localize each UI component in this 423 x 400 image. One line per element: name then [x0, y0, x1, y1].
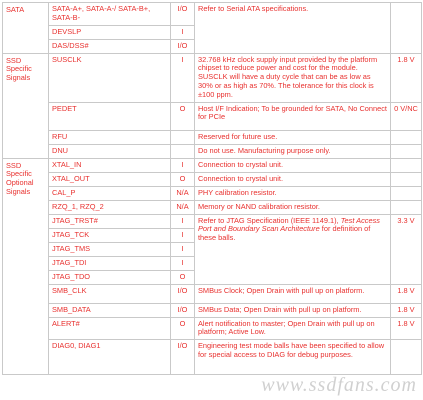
description: Engineering test mode balls have been specified to allow for special access to DIAG for debug purposes. — [195, 340, 391, 375]
signal-name: JTAG_TDI — [49, 256, 171, 270]
io-type: O — [171, 102, 195, 130]
table-row — [3, 130, 422, 144]
io-type: I — [171, 242, 195, 256]
signal-name: XTAL_IN — [49, 158, 171, 172]
signal-name: DAS/DSS# — [49, 39, 171, 53]
table-row — [3, 200, 422, 214]
description: PHY calibration resistor. — [195, 186, 391, 200]
voltage — [391, 144, 422, 158]
signal-name: JTAG_TMS — [49, 242, 171, 256]
voltage: 0 V/NC — [391, 102, 422, 130]
signal-name: PEDET — [49, 102, 171, 130]
table-row — [3, 317, 422, 340]
voltage: 1.8 V — [391, 284, 422, 303]
description: Do not use. Manufacturing purpose only. — [195, 144, 391, 158]
table-row — [3, 158, 422, 172]
io-type: N/A — [171, 186, 195, 200]
description: Memory or NAND calibration resistor. — [195, 200, 391, 214]
signal-name: RZQ_1, RZQ_2 — [49, 200, 171, 214]
voltage: 1.8 V — [391, 53, 422, 102]
description-text: for definition of these balls. — [198, 224, 371, 243]
table-row — [3, 284, 422, 303]
signal-name: JTAG_TCK — [49, 228, 171, 242]
io-type: I/O — [171, 3, 195, 26]
voltage — [391, 3, 422, 54]
signal-name: JTAG_TDO — [49, 270, 171, 284]
io-type — [171, 144, 195, 158]
signal-name: CAL_P — [49, 186, 171, 200]
description — [195, 214, 391, 284]
signal-name: SUSCLK — [49, 53, 171, 102]
io-type: I/O — [171, 39, 195, 53]
io-type: O — [171, 172, 195, 186]
io-type: I/O — [171, 340, 195, 375]
description: SMBus Clock; Open Drain with pull up on platform. — [195, 284, 391, 303]
signal-name: DEVSLP — [49, 25, 171, 39]
io-type: I — [171, 53, 195, 102]
voltage — [391, 158, 422, 172]
io-type: I — [171, 158, 195, 172]
io-type — [171, 130, 195, 144]
signal-table — [2, 2, 422, 375]
io-type: I/O — [171, 284, 195, 303]
table-row — [3, 214, 422, 228]
table-row — [3, 144, 422, 158]
description-title: Test Access Port and Boundary Scan Architecture — [198, 215, 380, 234]
io-type: I/O — [171, 303, 195, 317]
io-type: I — [171, 214, 195, 228]
voltage — [391, 130, 422, 144]
voltage — [391, 340, 422, 375]
table-row — [3, 303, 422, 317]
description: Reserved for future use. — [195, 130, 391, 144]
signal-name: SMB_DATA — [49, 303, 171, 317]
signal-name: RFU — [49, 130, 171, 144]
table-row — [3, 3, 422, 26]
signal-name: ALERT# — [49, 317, 171, 340]
io-type: I — [171, 228, 195, 242]
voltage — [391, 172, 422, 186]
io-type: N/A — [171, 200, 195, 214]
group-label: SSD Specific Optional Signals — [3, 158, 49, 375]
description: Connection to crystal unit. — [195, 158, 391, 172]
signal-name: DNU — [49, 144, 171, 158]
description: Alert notification to master; Open Drain with pull up on platform; Active Low. — [195, 317, 391, 340]
voltage: 1.8 V — [391, 317, 422, 340]
io-type: I — [171, 256, 195, 270]
description: 32.768 kHz clock supply input provided by the platform chipset to reduce power and cost for the module. SUSCLK will have a duty cycle that can be as low as 30% or as high as 70%. The tolerance for this clock is ±100 ppm. — [195, 53, 391, 102]
watermark: www.ssdfans.com — [261, 374, 417, 396]
description: Refer to Serial ATA specifications. — [195, 3, 391, 54]
description: SMBus Data; Open Drain with pull up on platform. — [195, 303, 391, 317]
voltage: 1.8 V — [391, 303, 422, 317]
voltage — [391, 186, 422, 200]
signal-name: SMB_CLK — [49, 284, 171, 303]
io-type: O — [171, 270, 195, 284]
group-label: SSD Specific Signals — [3, 53, 49, 158]
table-row — [3, 186, 422, 200]
io-type: O — [171, 317, 195, 340]
signal-name: SATA-A+, SATA-A-/ SATA-B+, SATA-B- — [49, 3, 171, 26]
description: Host I/F Indication; To be grounded for SATA, No Connect for PCIe — [195, 102, 391, 130]
signal-name: DIAG0, DIAG1 — [49, 340, 171, 375]
table-row — [3, 53, 422, 102]
table-row — [3, 340, 422, 375]
table-row — [3, 102, 422, 130]
voltage: 3.3 V — [391, 214, 422, 284]
signal-name: JTAG_TRST# — [49, 214, 171, 228]
io-type: I — [171, 25, 195, 39]
table-row — [3, 172, 422, 186]
signal-name: XTAL_OUT — [49, 172, 171, 186]
description-text: Refer to JTAG Specification (IEEE 1149.1), — [198, 215, 341, 225]
group-label: SATA — [3, 3, 49, 54]
description: Connection to crystal unit. — [195, 172, 391, 186]
voltage — [391, 200, 422, 214]
